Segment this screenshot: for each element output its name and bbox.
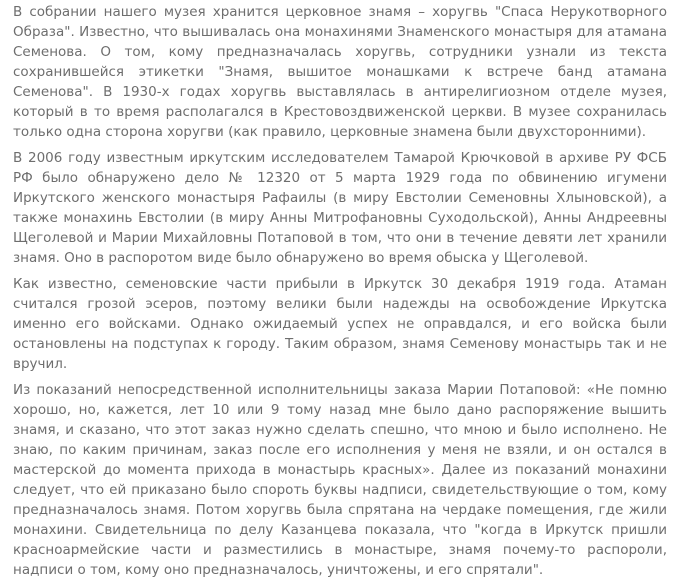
article-paragraph-2: В 2006 году известным иркутским исследователем Тамарой Крючковой в архиве РУ ФСБ РФ было обнаружено дело № 12320 от 5 марта 1929 года по обвинению игумени Иркутского женского монастыря Рафаилы (в миру Евстолии Семеновны Хлыновской), а также монахинь Евстолии (в миру Анны Митрофановны Суходольской), Анны Андреевны Щеголевой и Марии Михайловны Потаповой в том, что они в течение девяти лет хранили знамя. Оно в распоротом виде было обнаружено во время обыска у Щеголевой.: [13, 150, 667, 266]
article-paragraph-4: Из показаний непосредственной исполнительницы заказа Марии Потаповой: «Не помню хорошо, но, кажется, лет 10 или 9 тому назад мне было дано распоряжение вышить знамя, и сказано, что этот заказ нужно сделать спешно, что мною и было исполнено. Не знаю, по каким причинам, заказ после его исполнения у меня не взяли, и он остался в мастерской до момента прихода в монастырь красных». Далее из показаний монахини следует, что ей приказано было спороть буквы надписи, свидетельствующие о том, кому предназначалось знамя. Потом хоругвь была спрятана на чердаке помещения, где жили монахини. Свидетельница по делу Казанцева показала, что "когда в Иркутск пришли красноармейские части и разместились в монастыре, знамя почему-то распороли, надписи о том, кому оно предназначалось, уничтожены, и его спрятали".: [13, 382, 667, 578]
article-paragraph-3: Как известно, семеновские части прибыли в Иркутск 30 декабря 1919 года. Атаман считался грозой эсеров, поэтому велики были надежды на освобождение Иркутска именно его войсками. Однако ожидаемый успех не оправдался, и его войска были остановлены на подступах к городу. Таким образом, знамя Семенову монастырь так и не вручил.: [13, 276, 667, 372]
article-body: [13, 2, 667, 580]
article-paragraph-1: В собрании нашего музея хранится церковное знамя – хоругвь "Спаса Нерукотворного Образа". Известно, что вышивалась она монахинями Знаменского монастыря для атамана Семенова. О том, кому предназначалась хоругвь, сотрудники узнали из текста сохранившейся этикетки "Знамя, вышитое монашками к встрече банд атамана Семенова". В 1930-х годах хоругвь выставлялась в антирелигиозном отделе музея, который в то время располагался в Крестовоздвиженской церкви. В музее сохранилась только одна сторона хоругви (как правило, церковные знамена были двухсторонними).: [13, 4, 667, 140]
